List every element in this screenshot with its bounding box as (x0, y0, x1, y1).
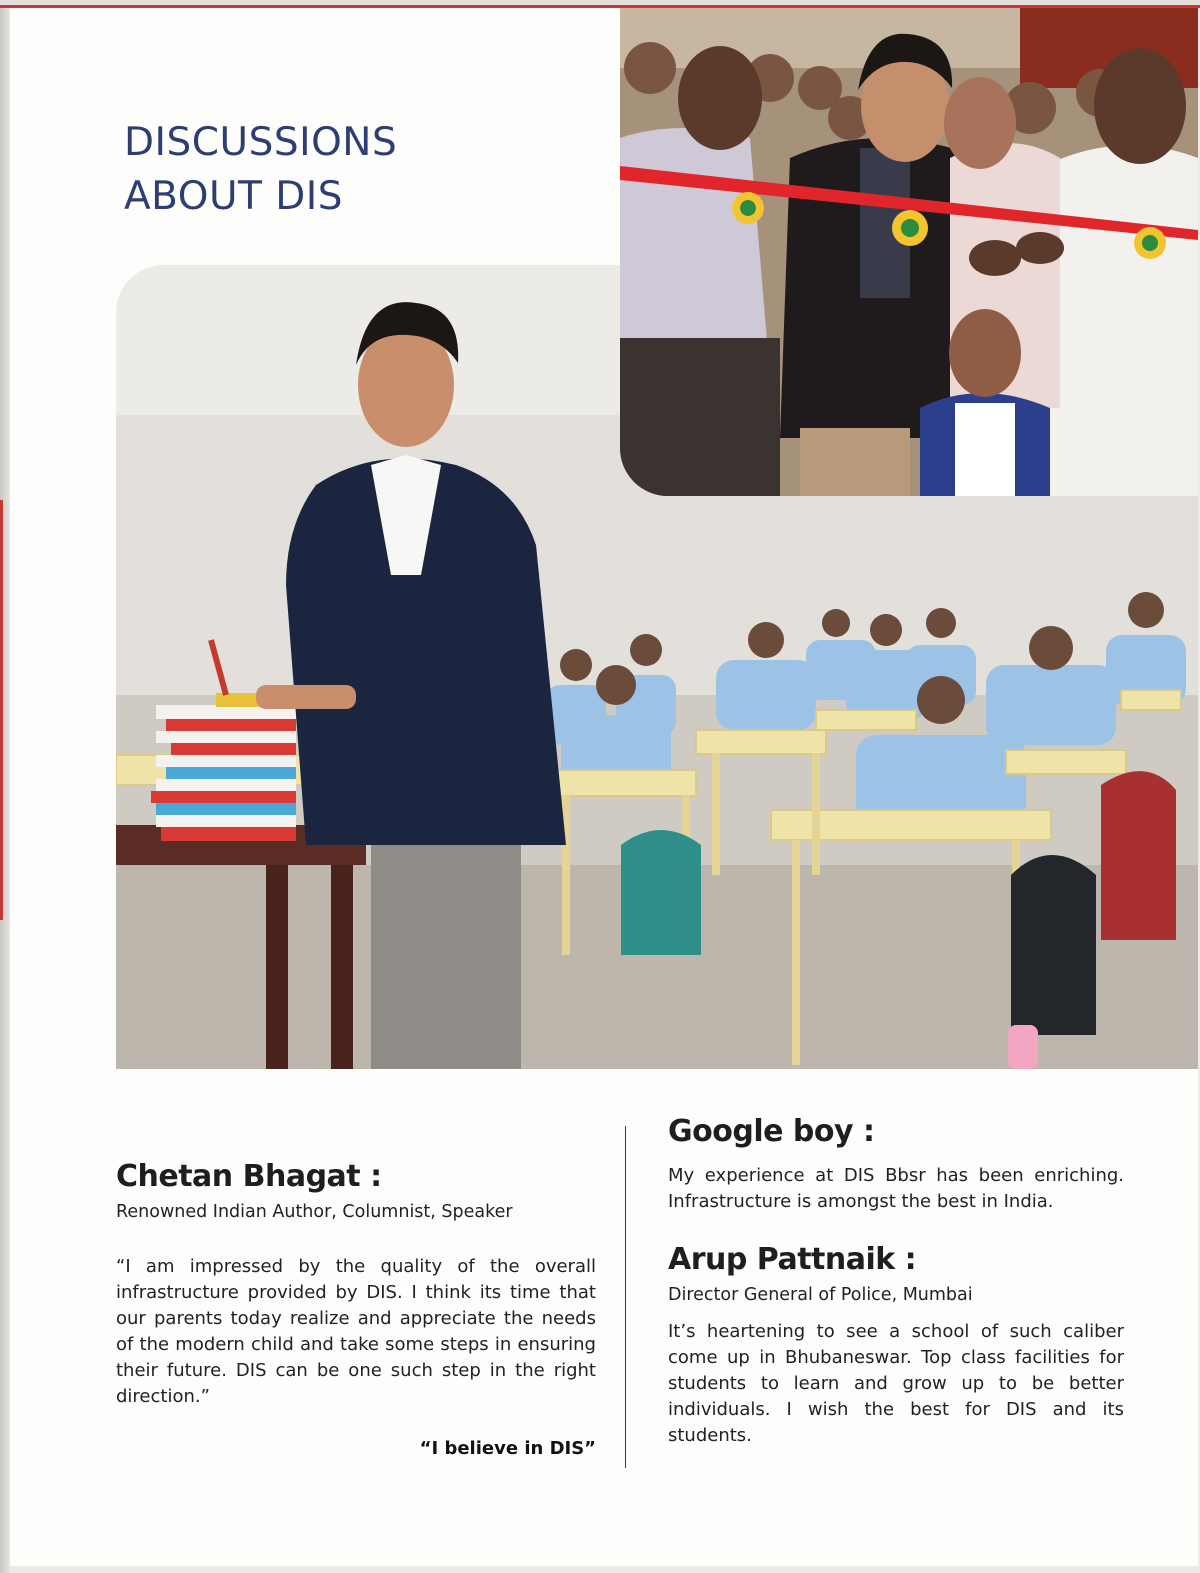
top-red-rule (0, 0, 1200, 8)
heading-line-1: DISCUSSIONS (124, 120, 398, 165)
heading-line-2: ABOUT DIS (124, 174, 343, 219)
testimonial-role: Renowned Indian Author, Columnist, Speaker (116, 1202, 513, 1222)
testimonial-quote: It’s heartening to see a school of such caliber come up in Bhubaneswar. Top class facilities for students to learn and grow up to be better individuals. I wish the best for DIS and its students. (668, 1321, 1124, 1446)
testimonials-right-column (668, 1113, 1124, 1449)
testimonial-name: Google boy : (668, 1114, 875, 1149)
page-heading (124, 116, 397, 224)
ribbon-cutting-photo (620, 8, 1198, 496)
edge-red-tick (0, 500, 3, 920)
testimonial-name: Arup Pattnaik : (668, 1242, 917, 1277)
testimonial-name: Chetan Bhagat : (116, 1159, 382, 1194)
testimonial-arup-pattnaik (668, 1241, 1124, 1449)
testimonial-google-boy (668, 1113, 1124, 1215)
testimonial-role: Director General of Police, Mumbai (668, 1285, 973, 1305)
column-divider (625, 1126, 626, 1468)
brochure-page (10, 8, 1198, 1566)
ribbon-cutting-illustration (620, 8, 1198, 496)
testimonial-quote: “I am impressed by the quality of the overall infrastructure provided by DIS. I think its time that our parents today realize and appreciate the needs of the modern child and take some steps in ensuring their future. DIS can be one such step in the right direction.” (116, 1256, 596, 1407)
page-left-edge (0, 0, 10, 1573)
testimonial-chetan-bhagat (116, 1158, 596, 1459)
testimonial-quote: My experience at DIS Bbsr has been enriching. Infrastructure is amongst the best in India. (668, 1165, 1124, 1212)
testimonial-tagline: “I believe in DIS” (419, 1438, 596, 1459)
